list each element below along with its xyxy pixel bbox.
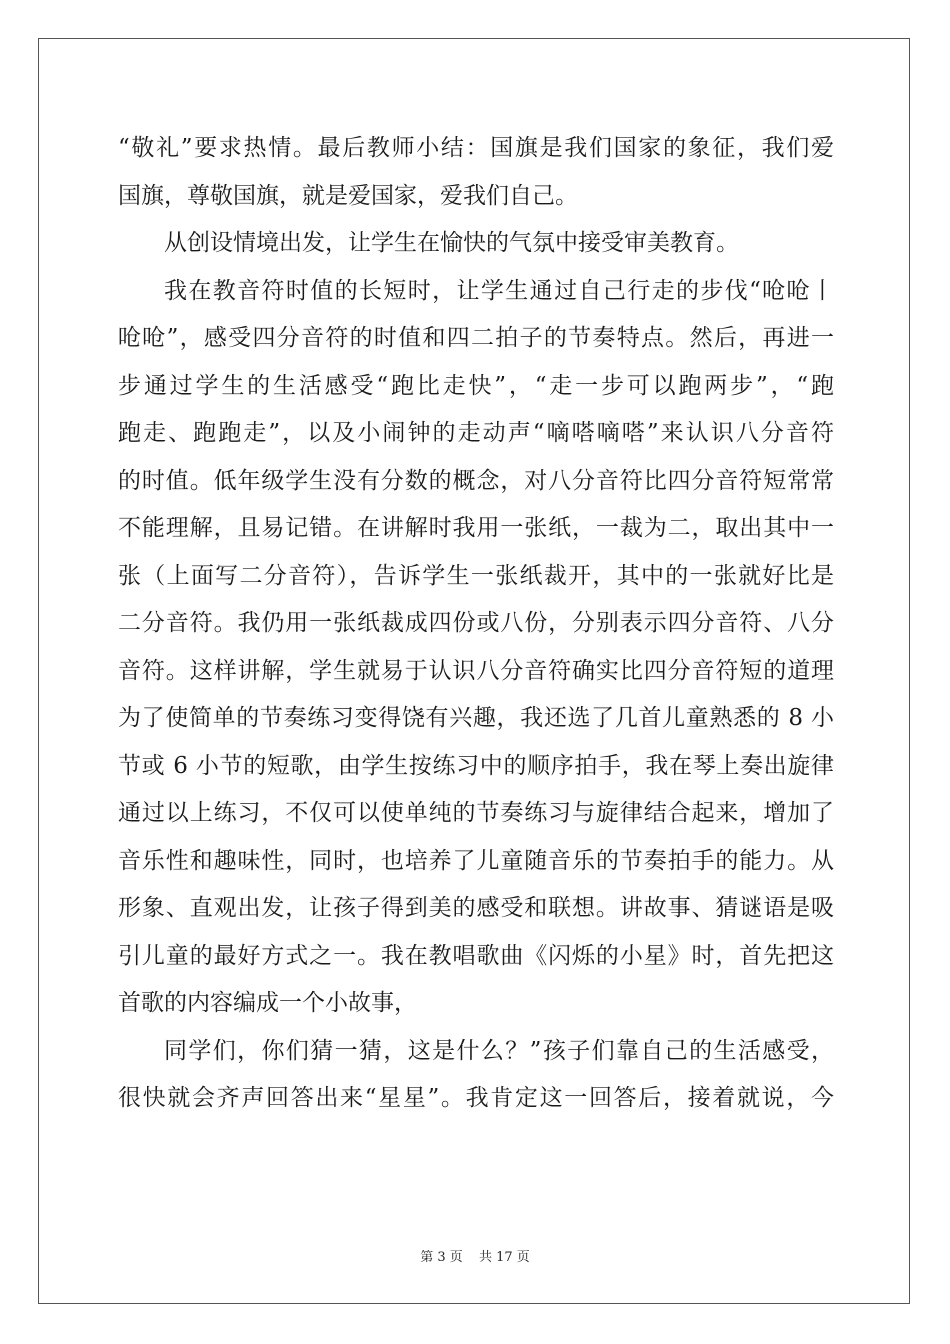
page-footer xyxy=(0,1246,950,1265)
page-total: 共 17 页 xyxy=(478,1250,530,1265)
text-line: 音乐性和趣味性，同时，也培养了儿童随音乐的节奏拍手的能力。从 xyxy=(118,847,834,874)
text-line: 的时值。低年级学生没有分数的概念，对八分音符比四分音符短常常 xyxy=(118,467,834,494)
text-line: 呛呛”，感受四分音符的时值和四二拍子的节奏特点。然后，再进一 xyxy=(118,325,834,351)
text-line: 二分音符。我仍用一张纸裁成四份或八份，分别表示四分音符、八分 xyxy=(118,610,834,636)
text-line: 跑走、跑跑走”，以及小闹钟的走动声“嘀嗒嘀嗒”来认识八分音符 xyxy=(118,420,834,446)
text-line: 张（上面写二分音符），告诉学生一张纸裁开，其中的一张就好比是 xyxy=(118,562,834,589)
text-line: 不能理解，且易记错。在讲解时我用一张纸，一裁为二，取出其中一 xyxy=(118,515,834,541)
text-line: 音符。这样讲解，学生就易于认识八分音符确实比四分音符短的道理 xyxy=(118,657,834,684)
document-body xyxy=(118,125,834,1123)
text-line: 引儿童的最好方式之一。我在教唱歌曲《闪烁的小星》时，首先把这 xyxy=(118,942,834,969)
text-line: 国旗，尊敬国旗，就是爱国家，爱我们自己。 xyxy=(118,182,578,209)
text-line: 通过以上练习，不仅可以使单纯的节奏练习与旋律结合起来，增加了 xyxy=(118,800,834,826)
text-line: “敬礼”要求热情。最后教师小结：国旗是我们国家的象征，我们爱 xyxy=(118,135,834,161)
text-line: 节或 6 小节的短歌，由学生按练习中的顺序拍手，我在琴上奏出旋律 xyxy=(118,752,834,779)
text-line: 为了使简单的节奏练习变得饶有兴趣，我还选了几首儿童熟悉的 8 小 xyxy=(118,705,834,731)
text-line: 步通过学生的生活感受“跑比走快”，“走一步可以跑两步”，“跑 xyxy=(118,372,834,399)
text-line: 形象、直观出发，让孩子得到美的感受和联想。讲故事、猜谜语是吸 xyxy=(118,895,834,921)
text-line: 很快就会齐声回答出来“星星”。我肯定这一回答后，接着就说，今 xyxy=(118,1085,834,1111)
text-line: 从创设情境出发，让学生在愉快的气氛中接受审美教育。 xyxy=(164,230,739,256)
page-number: 第 3 页 xyxy=(420,1250,463,1265)
text-line: 同学们，你们猜一猜，这是什么？”孩子们靠自己的生活感受， xyxy=(164,1037,834,1064)
text-line: 首歌的内容编成一个小故事， xyxy=(118,990,417,1016)
text-line: 我在教音符时值的长短时，让学生通过自己行走的步伐“呛呛丨 xyxy=(164,277,834,304)
